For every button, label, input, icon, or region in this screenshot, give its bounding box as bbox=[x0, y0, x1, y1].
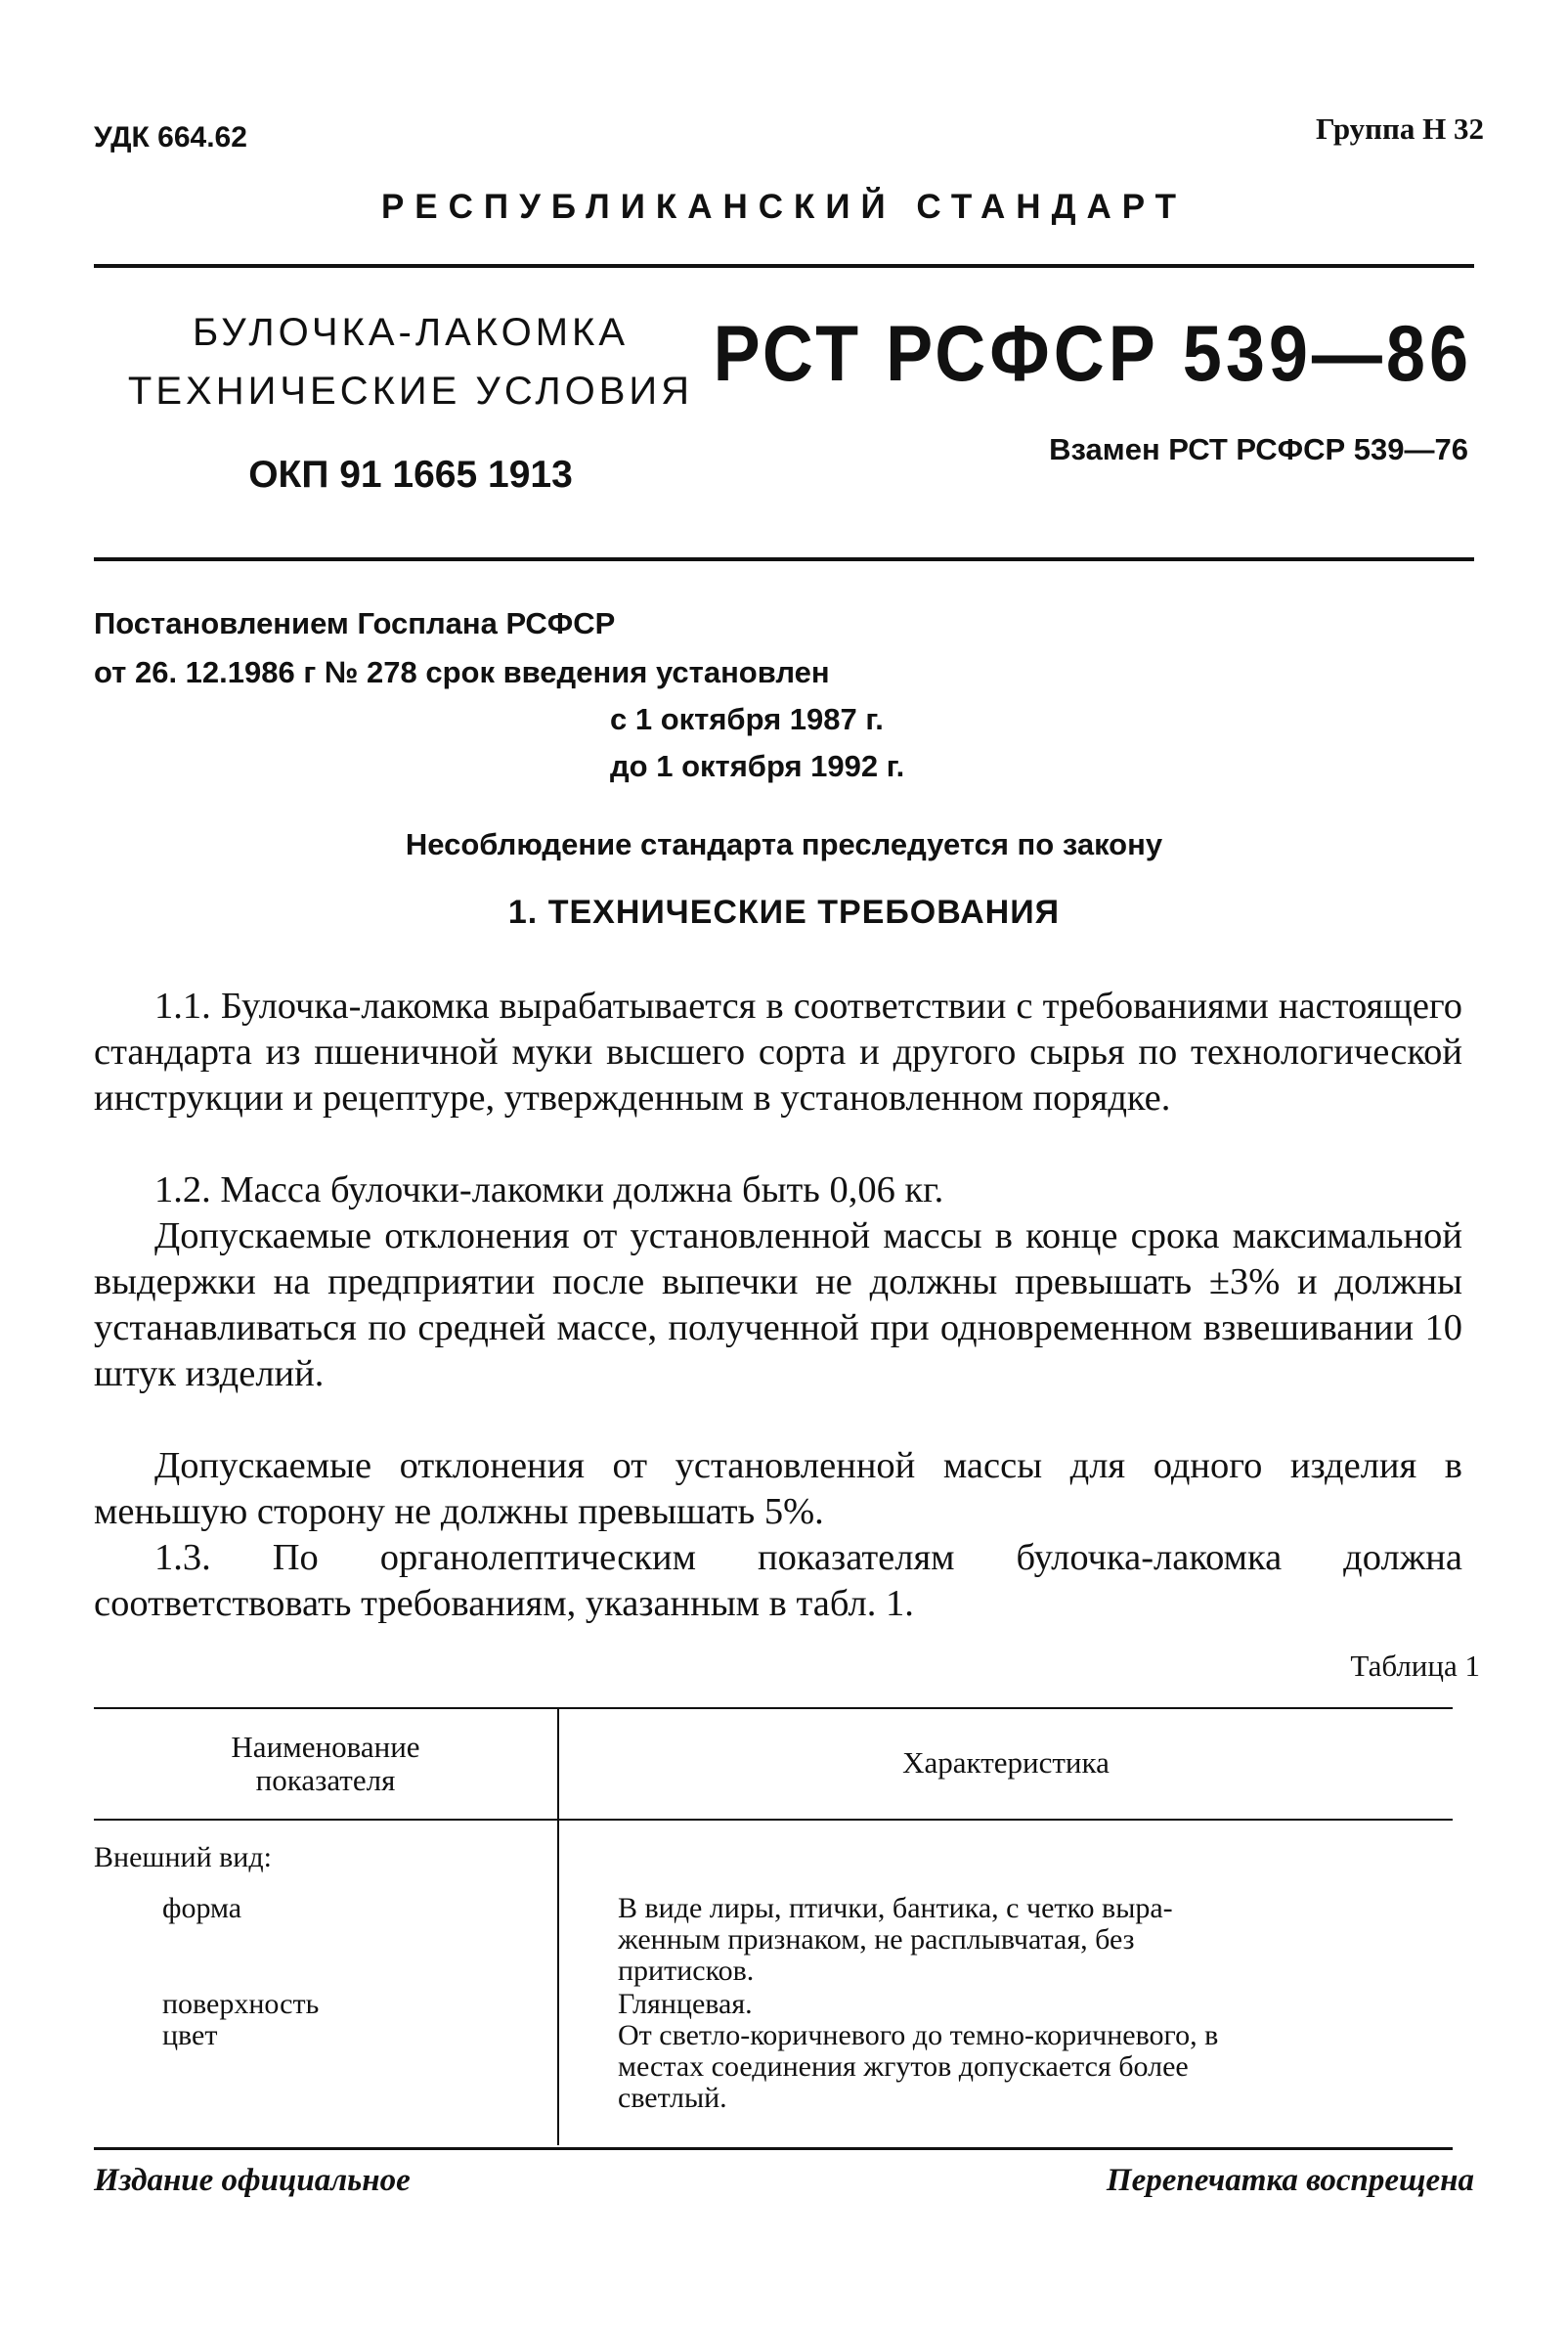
decree-line-1: Постановлением Госплана РСФСР bbox=[94, 606, 616, 640]
table-bottom-rule bbox=[94, 2147, 1453, 2150]
footer-reprint-prohibited: Перепечатка воспрещена bbox=[1106, 2163, 1474, 2198]
table-group-label: Внешний вид: bbox=[94, 1841, 272, 1873]
decree-line-4: до 1 октября 1992 г. bbox=[610, 749, 905, 783]
decree-line-2: от 26. 12.1986 г № 278 срок введения установлен bbox=[94, 655, 830, 689]
table-header-characteristic: Характеристика bbox=[902, 1745, 1110, 1780]
table-label: Таблица 1 bbox=[1350, 1649, 1480, 1683]
group-code: Группа Н 32 bbox=[1316, 111, 1484, 146]
product-title: БУЛОЧКА-ЛАКОМКА bbox=[192, 311, 630, 354]
udk-code: УДК 664.62 bbox=[94, 121, 247, 154]
header-top-rule bbox=[94, 264, 1474, 268]
table-cell-value: Глянцевая. bbox=[618, 1988, 753, 2020]
table-cell-name: поверхность bbox=[162, 1988, 320, 2020]
paragraph-deviation-1: Допускаемые отклонения от установленной массы в конце срока максимальной выдержки на предприятии после выпечки не должны превышать ±3% и должны устанавливаться по средней массе, полученной при одновременном взвешивании 10 штук изделий. bbox=[94, 1215, 1462, 1394]
replaces-note: Взамен РСТ РСФСР 539—76 bbox=[1049, 432, 1468, 466]
table-cell-name: форма bbox=[162, 1892, 242, 1924]
okp-code: ОКП 91 1665 1913 bbox=[248, 454, 573, 496]
law-warning: Несоблюдение стандарта преследуется по закону bbox=[405, 827, 1163, 861]
table-top-rule bbox=[94, 1707, 1453, 1709]
header-bottom-rule bbox=[94, 557, 1474, 561]
table-header-rule bbox=[94, 1819, 1453, 1821]
table-cell-value: В виде лиры, птички, бантика, с четко выра- женным признаком, не расплывчатая, без притисков. bbox=[618, 1892, 1173, 1987]
product-subtitle: ТЕХНИЧЕСКИЕ УСЛОВИЯ bbox=[127, 370, 694, 413]
standard-code: РСТ РСФСР 539—86 bbox=[713, 310, 1472, 398]
table-cell-value: От светло-коричневого до темно-коричневого, в местах соединения жгутов допускается более светлый. bbox=[618, 2019, 1219, 2114]
decree-line-3: с 1 октября 1987 г. bbox=[610, 702, 884, 736]
republican-standard-title: РЕСПУБЛИКАНСКИЙ СТАНДАРТ bbox=[380, 188, 1188, 226]
footer-official-edition: Издание официальное bbox=[94, 2163, 411, 2198]
table-header-name: Наименование показателя bbox=[231, 1730, 420, 1797]
paragraph-deviation-2: Допускаемые отклонения от установленной массы для одного изделия в меньшую сторону не должны превышать 5%. bbox=[94, 1445, 1462, 1532]
table-cell-name: цвет bbox=[162, 2019, 218, 2051]
paragraph-1-2: 1.2. Масса булочки-лакомки должна быть 0,06 кг. bbox=[154, 1169, 944, 1210]
section-title: 1. ТЕХНИЧЕСКИЕ ТРЕБОВАНИЯ bbox=[507, 894, 1061, 931]
paragraph-1-1: 1.1. Булочка-лакомка вырабатывается в соответствии с требованиями настоящего стандарта из пшеничной муки высшего сорта и другого сырья по технологической инструкции и рецептуре, утвержденным в установленном порядке. bbox=[94, 986, 1462, 1119]
paragraph-1-3: 1.3. По органолептическим показателям булочка-лакомка должна соответствовать требованиям, указанным в табл. 1. bbox=[94, 1537, 1462, 1624]
